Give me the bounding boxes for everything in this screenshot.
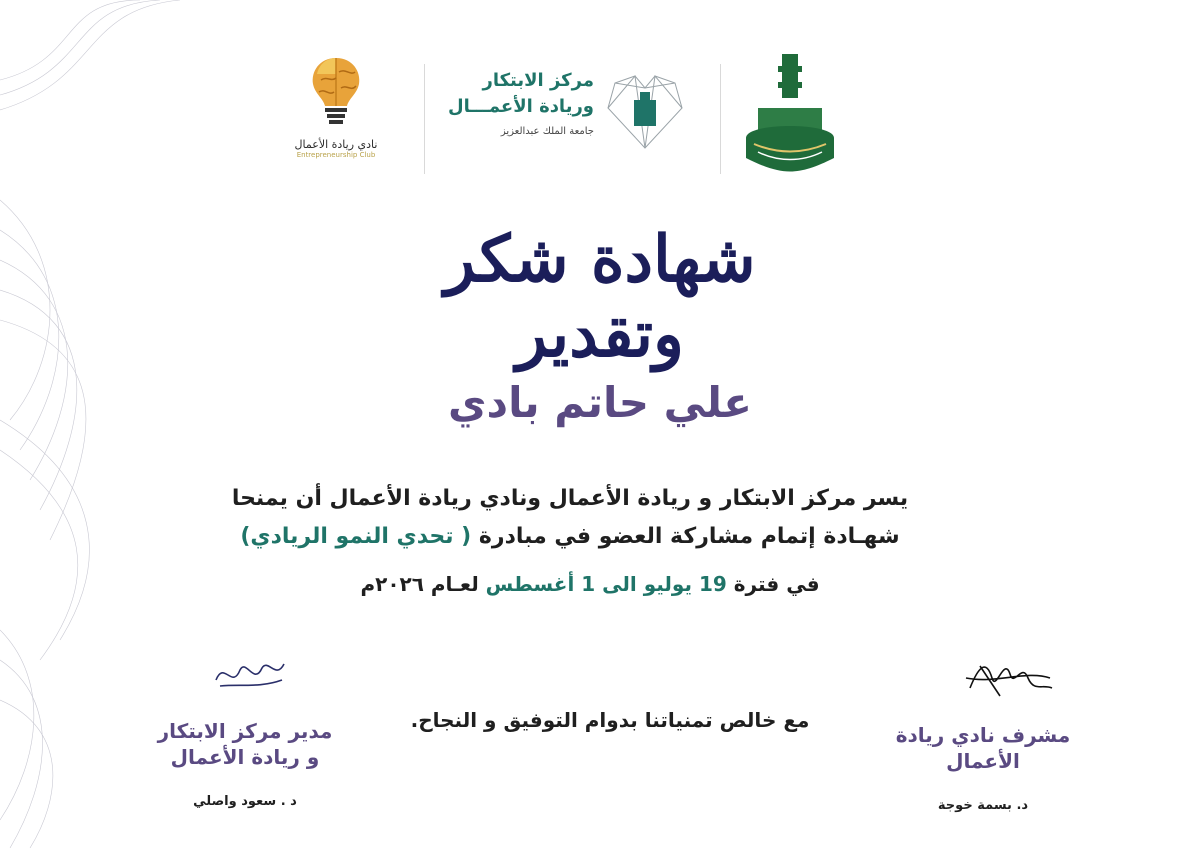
right-signatory <box>888 722 1078 813</box>
left-signatory <box>150 718 340 809</box>
club-name-en: Entrepreneurship Club <box>296 151 376 159</box>
logo-bar <box>0 40 1200 180</box>
logo-divider <box>424 64 425 174</box>
certificate-title: شهادة شكر وتقدير <box>444 222 756 372</box>
body-line-2 <box>180 524 960 549</box>
left-signatory-role-line2: و ريادة الأعمال <box>170 745 320 769</box>
brain-bulb-icon <box>301 52 371 132</box>
center-name-line1: مركز الابتكار <box>482 70 594 91</box>
right-signatory-role-line2: الأعمال <box>946 749 1020 773</box>
body-line-3 <box>320 572 860 596</box>
left-signature-image <box>210 650 290 694</box>
right-signature-image <box>956 648 1056 704</box>
club-name-ar: نادي ريادة الأعمال <box>294 138 378 151</box>
right-signatory-name: د. بسمة خوجة <box>937 798 1029 813</box>
body-line-2-text: شهـادة إتمام مشاركة العضو في مبادرة <box>478 524 900 549</box>
logo-divider <box>720 64 721 174</box>
university-emblem-icon <box>738 52 842 178</box>
center-university-name: جامعة الملك عبدالعزيز <box>500 126 594 137</box>
period-year: لعـام ٢٠٢٦م <box>360 572 479 596</box>
period-dates: 19 يوليو الى 1 أغسطس <box>485 572 727 596</box>
right-signatory-role-line1: مشرف نادي ريادة <box>895 723 1071 747</box>
innovation-center-logo <box>440 62 700 172</box>
recipient-name: علي حاتم بادي <box>448 378 752 427</box>
left-signatory-name: د . سعود واصلي <box>193 794 297 809</box>
initiative-name: ( تحدي النمو الريادي) <box>240 524 472 549</box>
body-line-1: يسر مركز الابتكار و ريادة الأعمال ونادي ريادة الأعمال أن يمنحا <box>231 486 909 511</box>
left-signatory-role-line1: مدير مركز الابتكار <box>157 719 333 743</box>
kau-logo <box>738 52 842 178</box>
geometric-heart-icon <box>600 68 690 158</box>
center-name-line2: وريادة الأعمـــال <box>448 96 594 117</box>
closing-wish: مع خالص تمنياتنا بدوام التوفيق و النجاح. <box>410 708 810 732</box>
entrepreneurship-club-logo <box>286 52 386 159</box>
period-prefix: في فترة <box>733 572 820 596</box>
